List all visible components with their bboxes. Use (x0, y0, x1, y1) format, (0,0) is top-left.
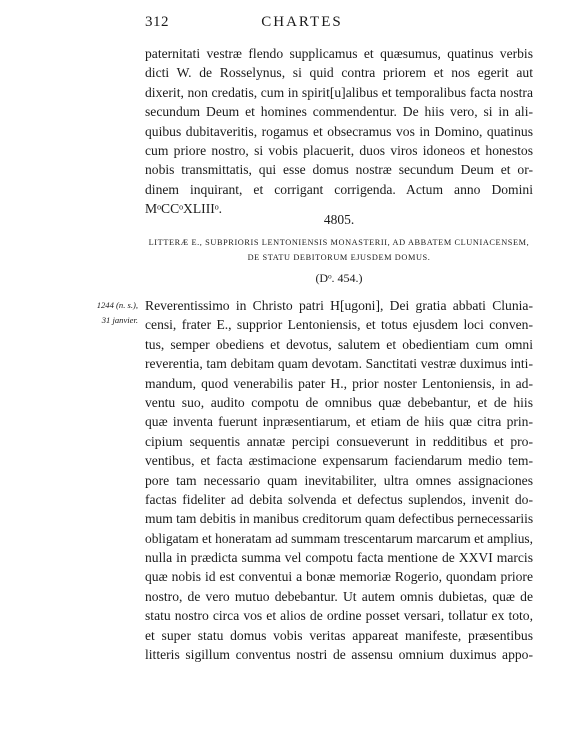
text-line: tus, semper obediens et devotus, salutem et obedientiam cum omni (145, 336, 533, 352)
margin-date-line: 31 janvier. (101, 315, 138, 325)
text-line: factas fideliter ad debita solvenda et defectus suplendos, invenit do- (145, 491, 533, 507)
text-line: ventu suo, audito compotu de omnibus quæ debebantur, et de hiis (145, 394, 533, 410)
text-line: reverentia, tam debitam quam devotam. Sanctitati vestræ duximus inti- (145, 356, 533, 372)
text-line: pore tam necessario quam inevitabiliter, ultra omnes assignaciones (145, 472, 533, 488)
charter-title (145, 235, 533, 265)
running-title: CHARTES (261, 14, 343, 30)
text-line: quibus dubitaveritis, rogamus et obsecramus vos in Domino, quatinus (145, 123, 533, 139)
text-line: litteris sigillum conventus nostri de assensu omnium duximus appo- (145, 647, 533, 663)
text-line: Reverentissimo in Christo patri H[ugoni], Dei gratia abbati Clunia- (145, 298, 533, 313)
text-line: nulla in prædicta summa vel compotu facta mentione de XXVI marcis (145, 550, 533, 566)
text-line: ventibus, et facta æstimacione expensarum faciendarum medio tem- (145, 453, 533, 469)
text-line: et super statu domus vobis veritas appareat manifeste, præsentibus (145, 627, 533, 643)
text-line: mum tam debitis in manibus creditorum quam defectibus pernecessariis (145, 511, 534, 527)
text-line: nostro, de vero mutuo debebantur. Ut autem omnis dubietas, quæ de (145, 588, 533, 604)
charter-title-line: LITTERÆ E., SUBPRIORIS LENTONIENSIS MONASTERII, AD ABBATEM CLUNIACENSEM, (148, 238, 530, 247)
source-reference: (Dᵒ. 454.) (315, 271, 363, 285)
text-line: quæ inventa fuerunt inpræsentiarum, et etiam de hiis quæ citra prin- (145, 414, 533, 430)
text-line: paternitati vestræ flendo supplicamus et quæsumus, quatinus verbis (145, 46, 533, 61)
previous-charter-text (145, 44, 533, 219)
text-line: quæ nobis id est conventui a bonæ memoriæ Rogerio, quondam priore (145, 569, 533, 585)
margin-date (58, 298, 138, 328)
charter-title-line: DE STATU DEBITORUM EJUSDEM DOMUS. (247, 253, 431, 262)
page-number: 312 (145, 14, 169, 30)
text-line: cum priore nostro, si vobis placuerit, duos viros idoneos et honestos (145, 142, 533, 158)
margin-date-line: 1244 (n. s.), (96, 300, 138, 310)
text-line: MᵒCCᵒXLIIIᵒ. (145, 201, 223, 217)
running-head (0, 14, 580, 36)
text-line: dicti W. de Rosselynus, si quid contra priorem et nos egerit aut (145, 65, 533, 81)
text-line: dinem inquirant, et corrigant corrigenda. Actum anno Domini (145, 181, 533, 197)
text-line: dixerit, non credatis, cum in spirit[u]alibus et temporalibus facta nostra (145, 84, 533, 100)
text-line: obligatam et honeratam ad summam trescentarum marcarum et amplius, (145, 530, 533, 546)
text-line: censi, frater E., supprior Lentoniensis, et totus ejusdem loci conven- (145, 317, 533, 333)
text-line: nobis transmittatis, qui esse domus nostræ secundum Deum et or- (145, 162, 533, 178)
text-line: mandum, quod venerabilis pater H., prior noster Lentoniensis, in ad- (145, 375, 533, 391)
text-line: cipium sequentis annatæ percipi consueverunt in redditibus et pro- (145, 433, 533, 449)
text-line: statu nostro circa vos et alios de ordine posset versari, tollatur ex toto, (145, 608, 533, 624)
text-line: secundum Deum et homines commendentur. De hiis vero, si in ali- (145, 104, 533, 120)
charter-number: 4805. (323, 212, 355, 227)
charter-body-text (145, 296, 533, 664)
